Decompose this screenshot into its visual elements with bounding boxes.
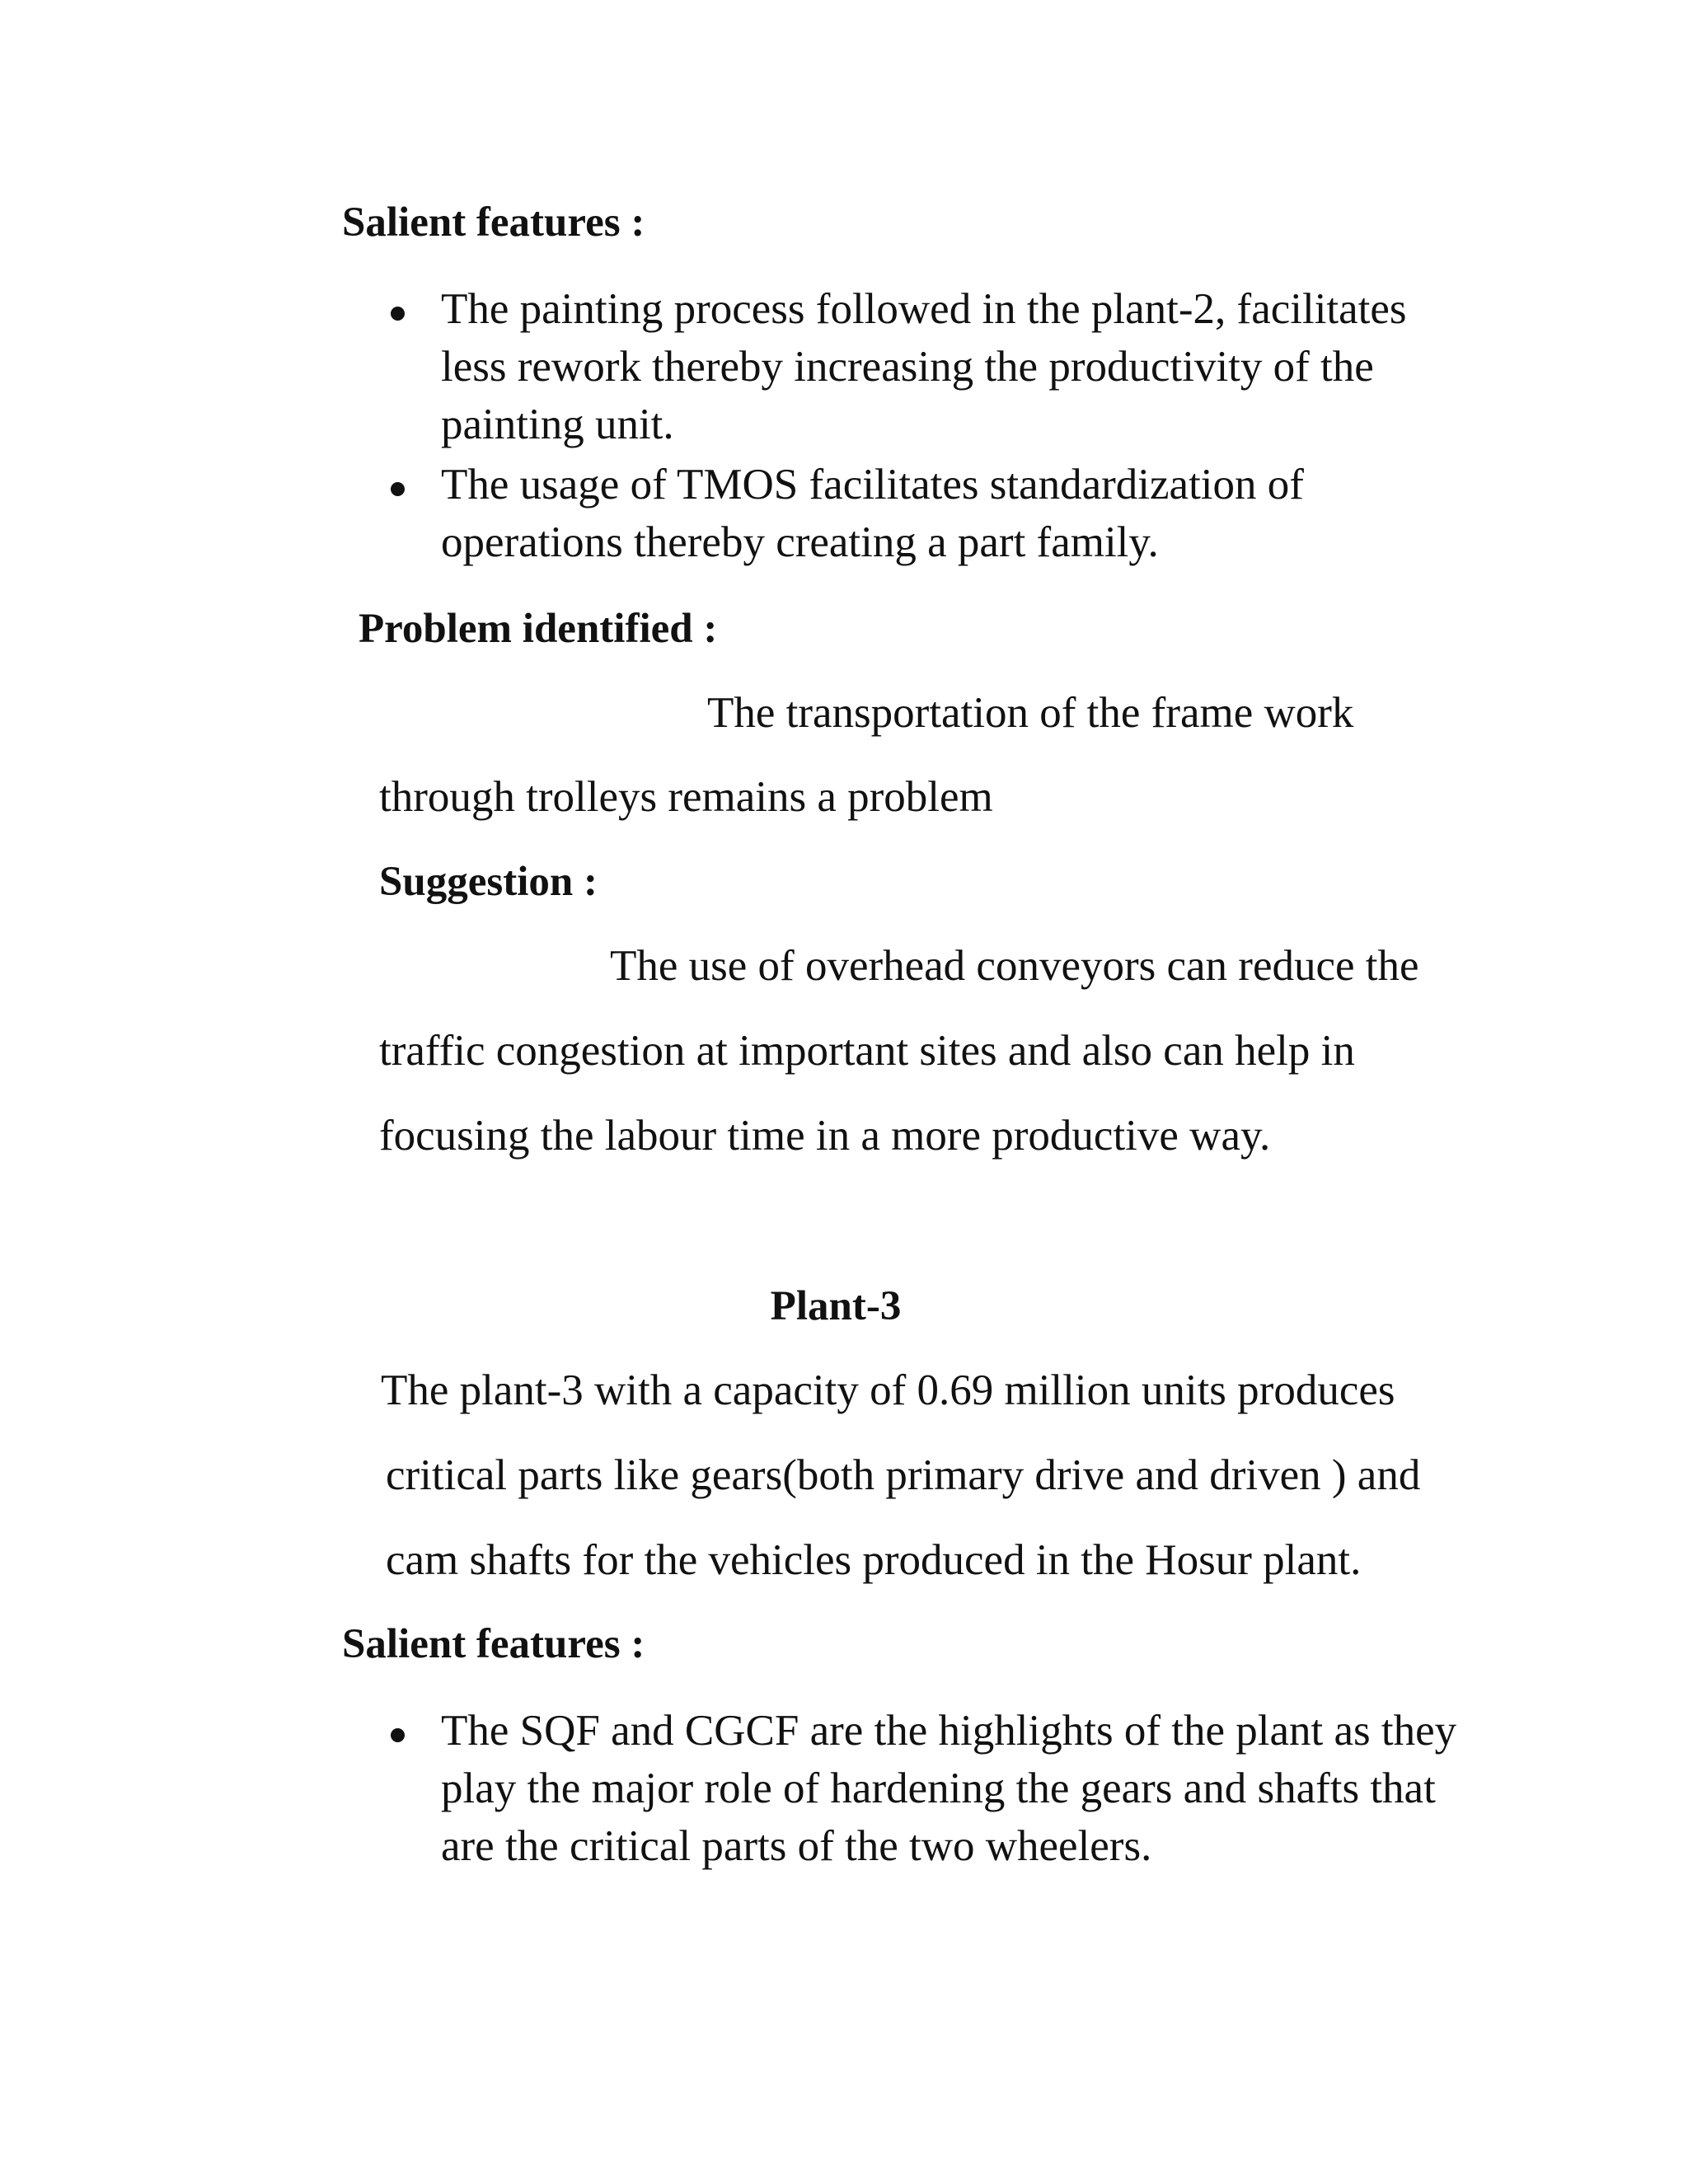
plant-3-line-1: The plant-3 with a capacity of 0.69 million units produces <box>381 1366 1395 1414</box>
bullet-2-line-2: operations thereby creating a part family. <box>441 518 1159 566</box>
bullet-1-line-3: painting unit. <box>441 401 674 448</box>
plant-3-title: Plant-3 <box>770 1283 902 1329</box>
suggestion-line-2: traffic congestion at important sites and also can help in <box>379 1027 1355 1075</box>
bullet-icon <box>391 307 405 321</box>
bullet-1-line-2: less rework thereby increasing the productivity of the <box>441 343 1374 391</box>
bullet-icon <box>391 1728 405 1742</box>
bullet-3-line-3: are the critical parts of the two wheelers. <box>441 1822 1152 1870</box>
plant-3-line-2: critical parts like gears(both primary drive and driven ) and <box>386 1451 1421 1499</box>
salient-features-heading-1: Salient features : <box>342 199 645 246</box>
bullet-3-line-1: The SQF and CGCF are the highlights of the plant as they <box>441 1707 1457 1755</box>
plant-3-line-3: cam shafts for the vehicles produced in the Hosur plant. <box>386 1536 1362 1584</box>
bullet-1-line-1: The painting process followed in the plant-2, facilitates <box>441 285 1407 333</box>
problem-line-2: through trolleys remains a problem <box>379 773 993 821</box>
salient-features-heading-2: Salient features : <box>342 1621 645 1667</box>
bullet-2-line-1: The usage of TMOS facilitates standardization of <box>441 461 1304 509</box>
problem-line-1: The transportation of the frame work <box>707 689 1354 737</box>
bullet-3-line-2: play the major role of hardening the gears and shafts that <box>441 1765 1436 1812</box>
suggestion-line-1: The use of overhead conveyors can reduce the <box>610 942 1419 990</box>
suggestion-line-3: focusing the labour time in a more productive way. <box>379 1112 1271 1160</box>
suggestion-heading: Suggestion : <box>379 859 598 905</box>
problem-identified-heading: Problem identified : <box>359 606 718 652</box>
bullet-icon <box>391 482 405 496</box>
